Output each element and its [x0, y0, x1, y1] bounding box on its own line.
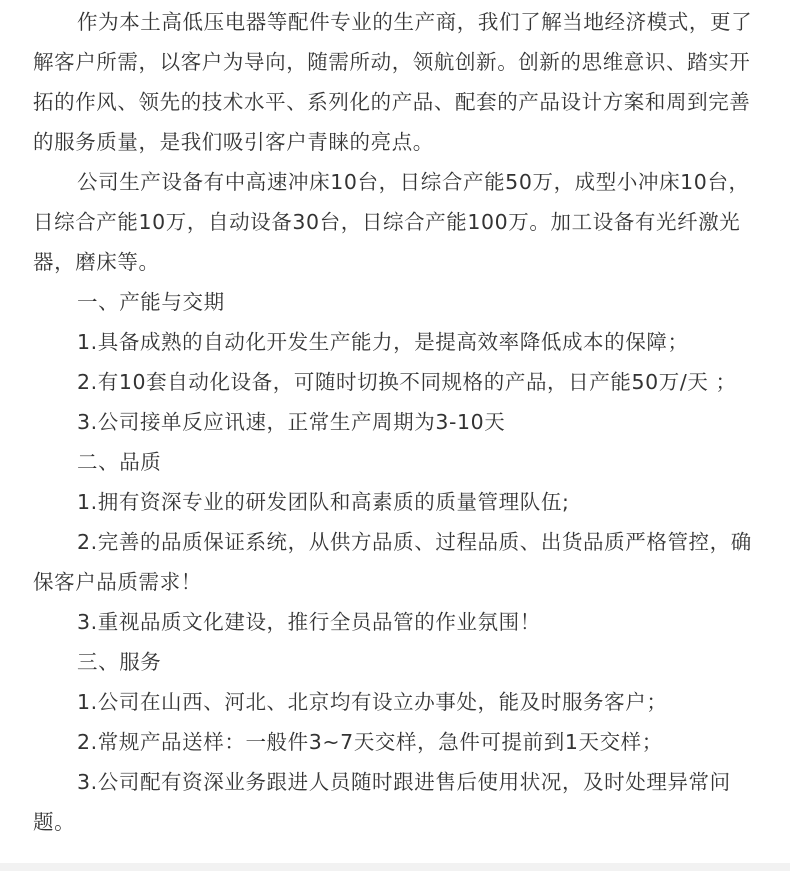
- quality-item-1: 1.拥有资深专业的研发团队和高素质的质量管理队伍;: [77, 490, 570, 514]
- section-heading-service: 三、服务: [77, 650, 162, 674]
- quality-item-2: 2.完善的品质保证系统，从供方品质、过程品质、出货品质严格管控，确保客户品质需求！: [33, 530, 752, 594]
- article-body: [33, 0, 763, 842]
- section-heading-quality: 二、品质: [77, 450, 162, 474]
- capacity-item-1: 1.具备成熟的自动化开发生产能力，是提高效率降低成本的保障；: [77, 330, 689, 354]
- service-item-3: 3.公司配有资深业务跟进人员随时跟进售后使用状况，及时处理异常问题。: [33, 770, 731, 834]
- service-item-2: 2.常规产品送样：一般件3~7天交样，急件可提前到1天交样；: [77, 730, 663, 754]
- quality-item-3: 3.重视品质文化建设，推行全员品管的作业氛围！: [77, 610, 541, 634]
- capacity-item-2: 2.有10套自动化设备，可随时切换不同规格的产品，日产能50万/天 ；: [77, 370, 737, 394]
- footer-divider-bar: [0, 863, 790, 871]
- equipment-paragraph: 公司生产设备有中高速冲床10台，日综合产能50万，成型小冲床10台，日综合产能10万，自动设备30台，日综合产能100万。加工设备有光纤激光器，磨床等。: [33, 170, 750, 274]
- service-item-1: 1.公司在山西、河北、北京均有设立办事处，能及时服务客户；: [77, 690, 668, 714]
- section-heading-capacity: 一、产能与交期: [77, 290, 225, 314]
- capacity-item-3: 3.公司接单反应讯速，正常生产周期为3-10天: [77, 410, 506, 434]
- intro-paragraph: 作为本土高低压电器等配件专业的生产商，我们了解当地经济模式，更了解客户所需，以客户为导向，随需所动，领航创新。创新的思维意识、踏实开拓的作风、领先的技术水平、系列化的产品、配套的产品设计方案和周到完善的服务质量，是我们吸引客户青睐的亮点。: [33, 10, 753, 154]
